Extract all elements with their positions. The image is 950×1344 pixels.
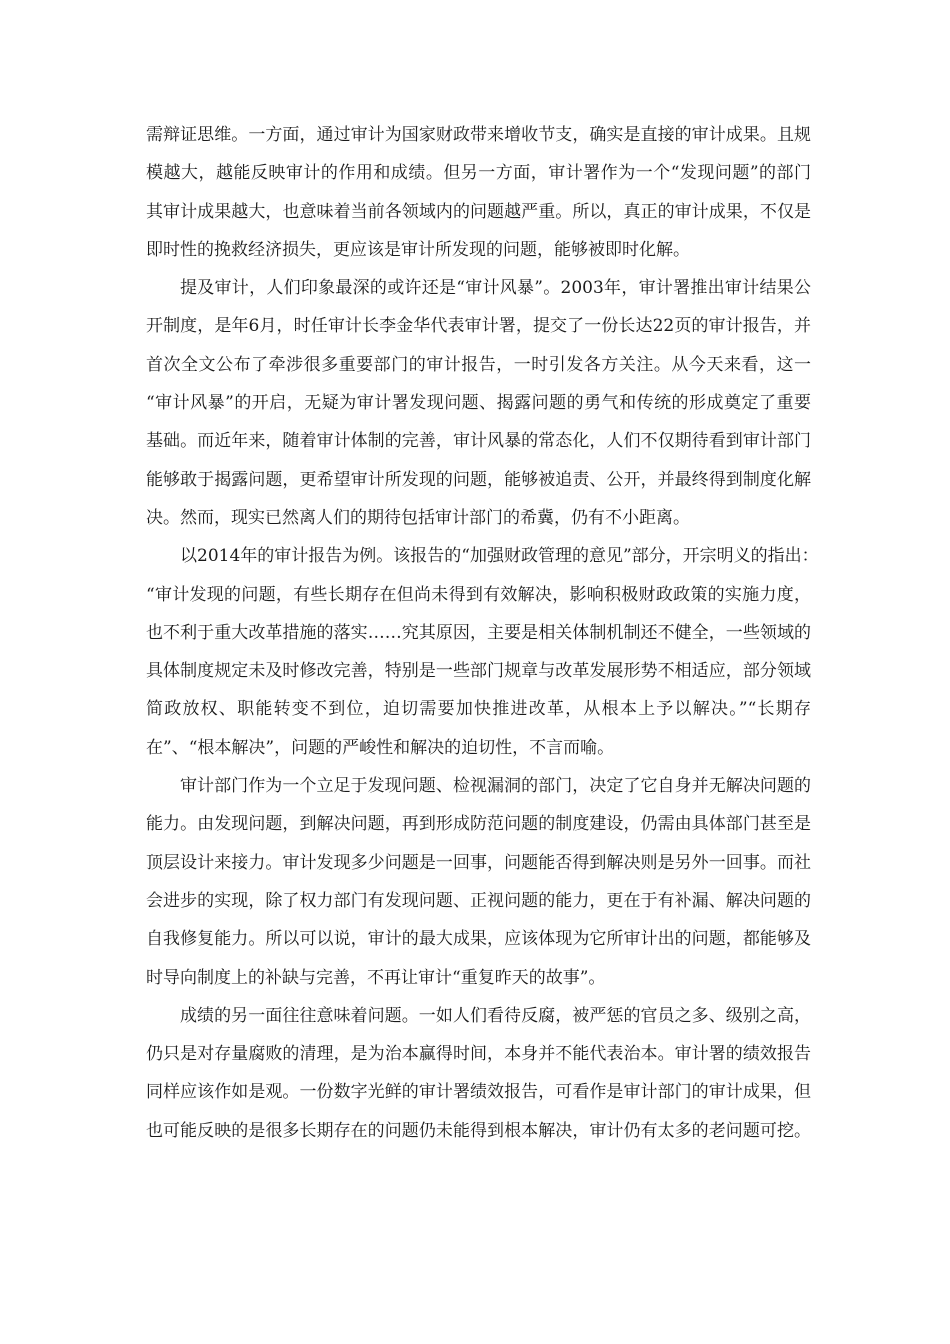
text-line: 决。然而，现实已然离人们的期待包括审计部门的希冀，仍有不小距离。 xyxy=(146,507,690,528)
text-line: 具体制度规定未及时修改完善，特别是一些部门规章与改革发展形势不相适应，部分领域 xyxy=(146,661,811,682)
text-line: 仍只是对存量腐败的清理，是为治本赢得时间，本身并不能代表治本。审计署的绩效报告 xyxy=(146,1044,811,1065)
text-line: 同样应该作如是观。一份数字光鲜的审计署绩效报告，可看作是审计部门的审计成果，但 xyxy=(146,1082,811,1103)
paragraph xyxy=(146,767,811,997)
text-line: 开制度，是年6月，时任审计长李金华代表审计署，提交了一份长达22页的审计报告，并 xyxy=(146,316,811,337)
text-line: 即时性的挽救经济损失，更应该是审计所发现的问题，能够被即时化解。 xyxy=(146,239,690,260)
text-line: 会进步的实现，除了权力部门有发现问题、正视问题的能力，更在于有补漏、解决问题的 xyxy=(146,890,811,911)
text-line: 模越大，越能反映审计的作用和成绩。但另一方面，审计署作为一个“发现问题”的部门 xyxy=(146,163,811,184)
text-line: 提及审计，人们印象最深的或许还是“审计风暴”。2003年，审计署推出审计结果公 xyxy=(180,278,811,299)
text-line: 以2014年的审计报告为例。该报告的“加强财政管理的意见”部分，开宗明义的指出： xyxy=(180,546,819,567)
text-line: 顶层设计来接力。审计发现多少问题是一回事，问题能否得到解决则是另外一回事。而社 xyxy=(146,852,811,873)
text-line: 成绩的另一面往往意味着问题。一如人们看待反腐，被严惩的官员之多、级别之高， xyxy=(180,1005,811,1026)
text-line: 时导向制度上的补缺与完善，不再让审计“重复昨天的故事”。 xyxy=(146,967,606,988)
text-line: “审计风暴”的开启，无疑为审计署发现问题、揭露问题的勇气和传统的形成奠定了重要 xyxy=(146,393,811,414)
text-line: 自我修复能力。所以可以说，审计的最大成果，应该体现为它所审计出的问题，都能够及 xyxy=(146,929,811,950)
text-line: 也不利于重大改革措施的落实……究其原因，主要是相关体制机制还不健全，一些领域的 xyxy=(146,622,811,643)
text-line: 审计部门作为一个立足于发现问题、检视漏洞的部门，决定了它自身并无解决问题的 xyxy=(180,776,811,797)
paragraph xyxy=(146,997,811,1150)
text-line: 基础。而近年来，随着审计体制的完善，审计风暴的常态化，人们不仅期待看到审计部门 xyxy=(146,431,811,452)
text-line: 需辩证思维。一方面，通过审计为国家财政带来增收节支，确实是直接的审计成果。且规 xyxy=(146,125,811,145)
paragraph xyxy=(146,537,819,767)
text-line: 能够敢于揭露问题，更希望审计所发现的问题，能够被追责、公开，并最终得到制度化解 xyxy=(146,469,811,490)
paragraph xyxy=(146,116,811,269)
text-line: 简政放权、职能转变不到位，迫切需要加快推进改革，从根本上予以解决。”“长期存 xyxy=(146,699,811,720)
text-line: 也可能反映的是很多长期存在的问题仍未能得到根本解决，审计仍有太多的老问题可挖。 xyxy=(146,1120,811,1141)
text-line: “审计发现的问题，有些长期存在但尚未得到有效解决，影响积极财政政策的实施力度， xyxy=(146,584,811,605)
paragraph xyxy=(146,269,811,537)
text-line: 在”、“根本解决”，问题的严峻性和解决的迫切性，不言而喻。 xyxy=(146,737,615,758)
text-line: 首次全文公布了牵涉很多重要部门的审计报告，一时引发各方关注。从今天来看，这一 xyxy=(146,354,811,375)
article-body xyxy=(146,116,819,1150)
text-line: 能力。由发现问题，到解决问题，再到形成防范问题的制度建设，仍需由具体部门甚至是 xyxy=(146,814,811,835)
text-line: 其审计成果越大，也意味着当前各领域内的问题越严重。所以，真正的审计成果，不仅是 xyxy=(146,201,811,222)
